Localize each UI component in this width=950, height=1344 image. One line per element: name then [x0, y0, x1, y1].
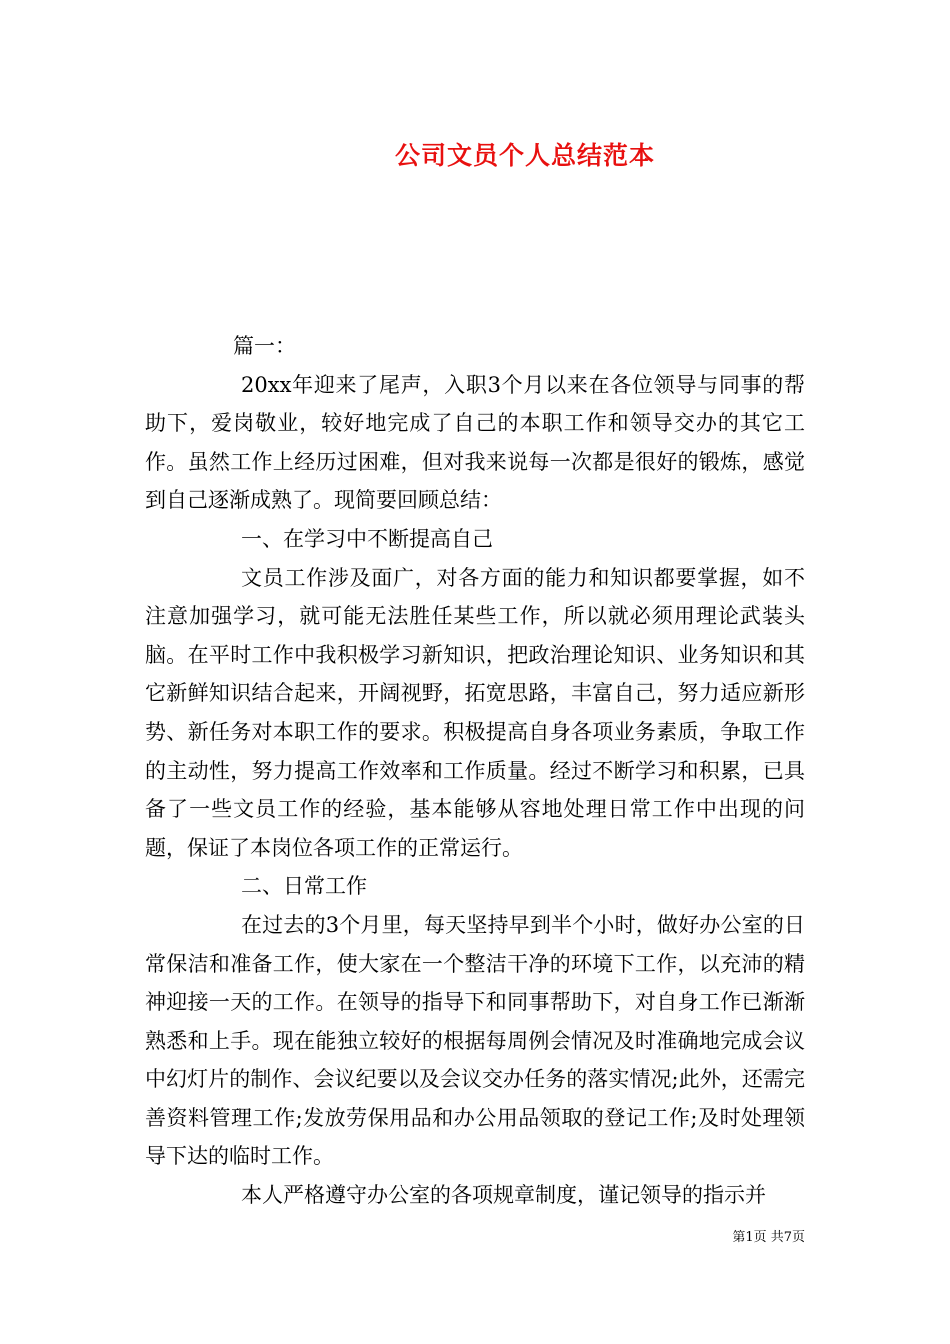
document-title: 公司文员个人总结范本 — [394, 141, 655, 170]
paragraph-intro: 20xx年迎来了尾声，入职3个月以来在各位领导与同事的帮助下，爱岗敬业，较好地完成了自己的本职工作和领导交办的其它工作。虽然工作上经历过困难，但对我来说每一次都是很好的锻炼，感觉到自己逐渐成熟了。现简要回顾总结： — [145, 372, 805, 513]
heading-learning: 一、在学习中不断提高自己 — [241, 526, 493, 551]
document-body — [145, 327, 805, 1215]
heading-daily-work: 二、日常工作 — [241, 874, 367, 899]
paragraph-learning: 文员工作涉及面广，对各方面的能力和知识都要掌握，如不注意加强学习，就可能无法胜任某些工作，所以就必须用理论武装头脑。在平时工作中我积极学习新知识，把政治理论知识、业务知识和其它新鲜知识结合起来，开阔视野，拓宽思路，丰富自己，努力适应新形势、新任务对本职工作的要求。积极提高自身各项业务素质，争取工作的主动性，努力提高工作效率和工作质量。经过不断学习和积累，已具备了一些文员工作的经验，基本能够从容地处理日常工作中出现的问题，保证了本岗位各项工作的正常运行。 — [145, 565, 805, 860]
paragraph-daily-work: 在过去的3个月里，每天坚持早到半个小时，做好办公室的日常保洁和准备工作，使大家在一个整洁干净的环境下工作，以充沛的精神迎接一天的工作。在领导的指导下和同事帮助下，对自身工作已渐渐熟悉和上手。现在能独立较好的根据每周例会情况及时准确地完成会议中幻灯片的制作、会议纪要以及会议交办任务的落实情况;此外，还需完善资料管理工作;发放劳保用品和办公用品领取的登记工作;及时处理领导下达的临时工作。 — [145, 912, 805, 1169]
page-number: 第1页 共7页 — [732, 1230, 805, 1245]
paragraph-rules: 本人严格遵守办公室的各项规章制度，谨记领导的指示并 — [241, 1183, 766, 1208]
section-label: 篇一： — [233, 334, 296, 358]
